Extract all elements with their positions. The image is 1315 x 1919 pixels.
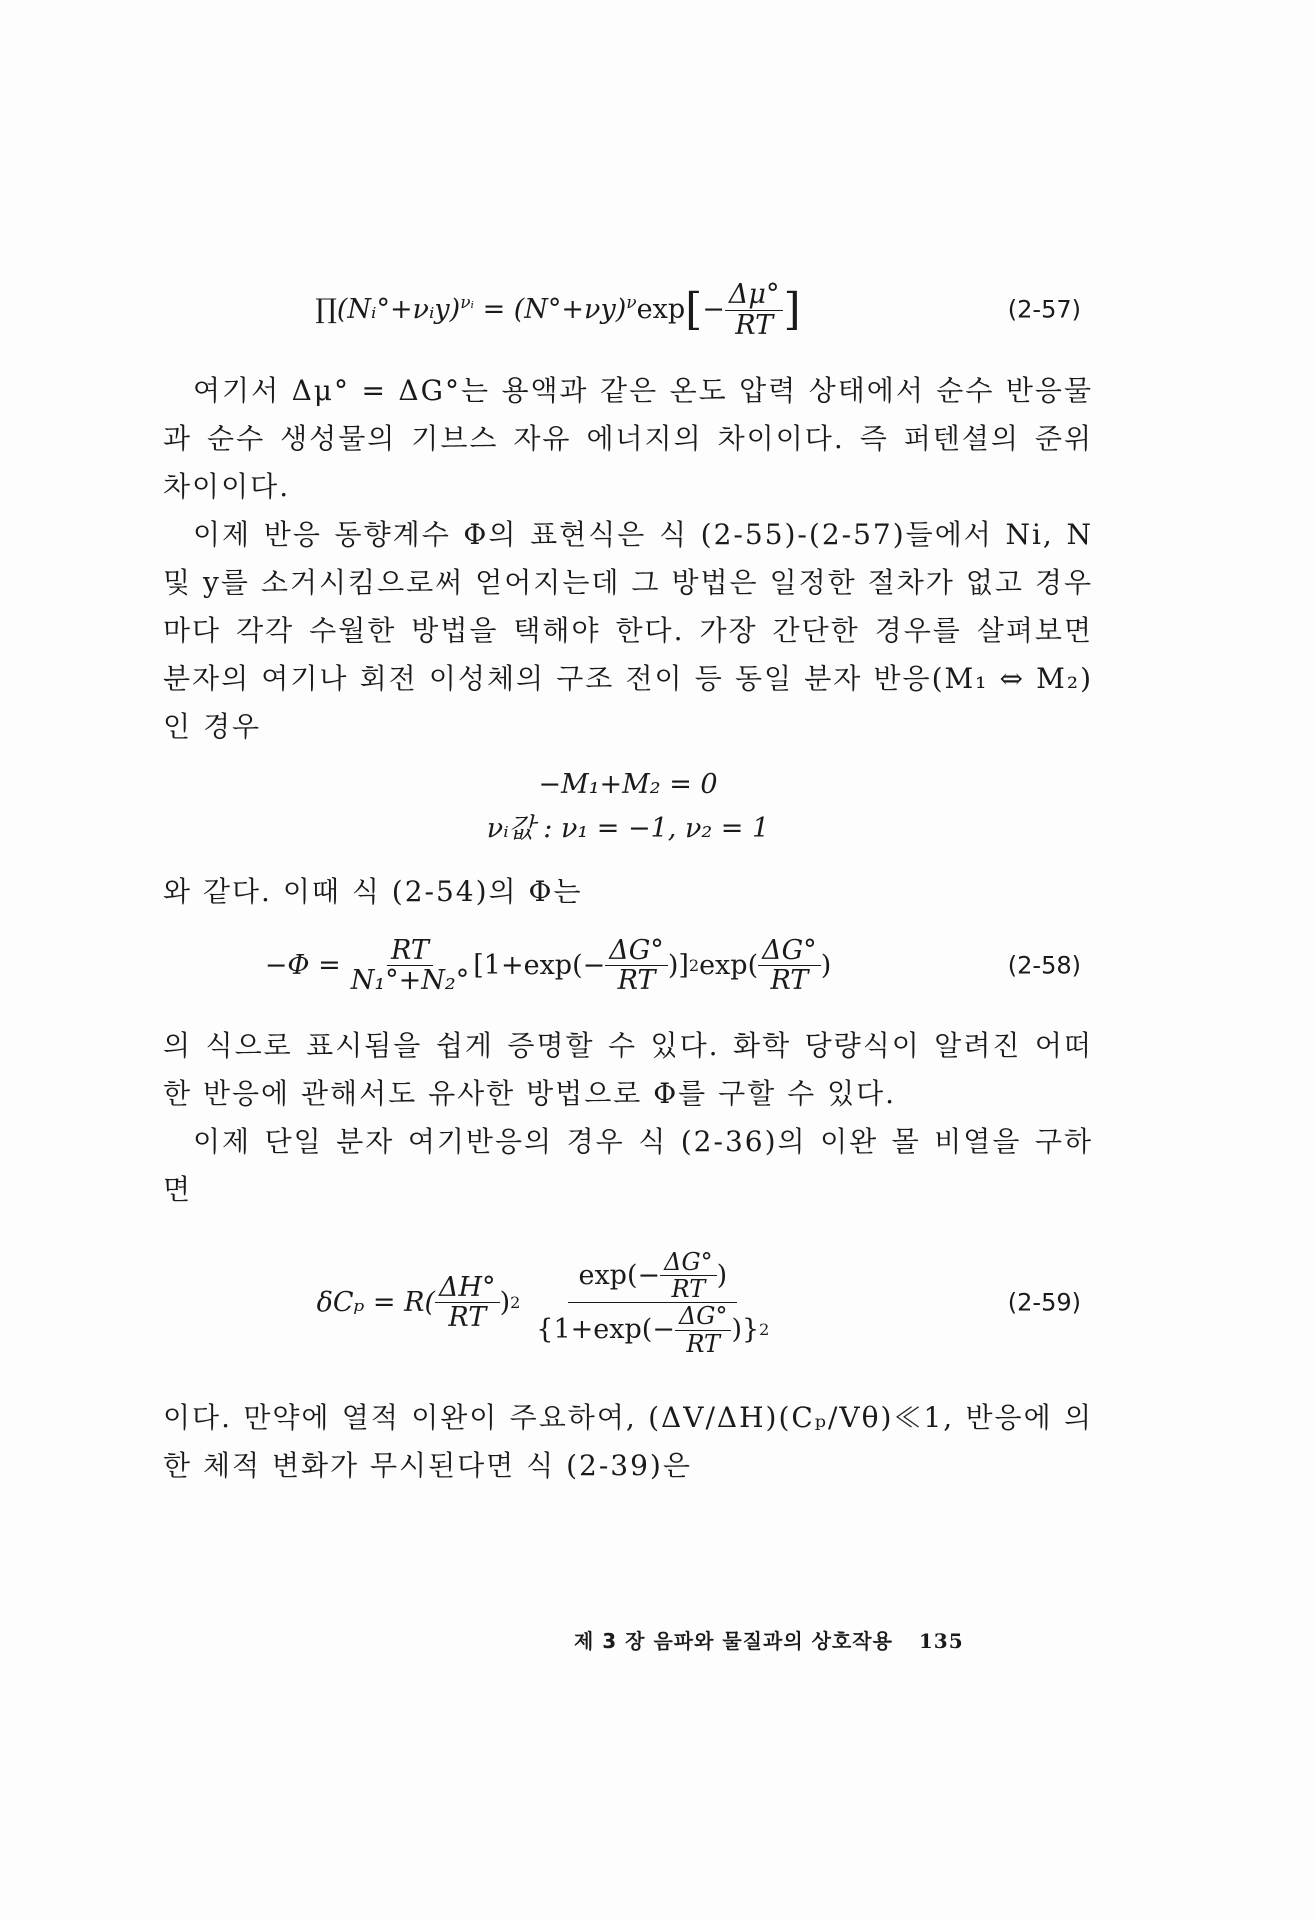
main-denominator (526, 1303, 779, 1357)
main-numerator (568, 1249, 737, 1304)
eq-2-58-fraction-3 (758, 936, 821, 996)
frac-numerator: ΔG° (675, 1303, 732, 1330)
equation-number: (2-59) (1007, 1288, 1081, 1317)
paragraph-6: 이다. 만약에 열적 이완이 주요하여, (ΔV/ΔH)(Cₚ/Vθ)≪1, 반응에 의한 체적 변화가 무시된다면 식 (2-39)은 (163, 1400, 1093, 1482)
equation-number: (2-58) (1007, 951, 1081, 980)
frac-numerator: ΔH° (435, 1273, 500, 1304)
page-footer (574, 1625, 964, 1654)
frac-denominator: RT (735, 309, 774, 341)
frac-denominator: RT (770, 965, 809, 997)
frac-numerator: ΔG° (660, 1249, 717, 1276)
eq-2-58-fraction-1 (347, 936, 474, 996)
frac-denominator: RT (617, 965, 656, 997)
denominator-fraction (675, 1303, 732, 1357)
frac-numerator: Δμ° (725, 280, 784, 311)
eq-nu-text: νᵢ값 : ν₁ = −1, ν₂ = 1 (486, 813, 770, 845)
frac-denominator: RT (671, 1274, 706, 1303)
eq-2-59-main-fraction (526, 1249, 779, 1358)
numerator-close: ) (716, 1259, 728, 1291)
numerator-fraction (660, 1249, 717, 1303)
eq-2-58-bracket-exp: 2 (688, 956, 700, 976)
equation-2-57: ∏(Nᵢ°+νᵢy)$^{\nu ᵢ}$ = $(N^\circ+\nu y)^\nu\exp$ [ − $\frac{\Delta\mu^\circ}{RT}$ ] (2-57) (315, 278, 1081, 341)
paragraph-4: 의 식으로 표시됨을 쉽게 증명할 수 있다. 화학 당량식이 알려진 어떠한 반응에 관해서도 유사한 방법으로 Φ를 구할 수 있다. (163, 1028, 1093, 1110)
eq-2-57-lhs-exp: νᵢ (460, 293, 474, 314)
paragraph-2: 이제 반응 동향계수 Φ의 표현식은 식 (2-55)-(2-57)들에서 Ni, N 및 y를 소거시킴으로써 얻어지는데 그 방법은 일정한 절차가 없고 경우마다 각각 수월한 방법을 택해야 한다. 가장 간단한 경우를 살펴보면 분자의 여기나 회전 이성체의 구조 전이 등 동일 분자 반응(M₁ ⇔ M₂)인 경우 (163, 518, 1093, 743)
eq-m-text: −M₁+M₂ = 0 (538, 769, 718, 800)
bracket-close: ] (783, 283, 801, 335)
frac-numerator: ΔG° (605, 936, 668, 967)
eq-2-58-close: ) (820, 949, 832, 981)
footer-chapter: 제 3 장 음파와 물질과의 상호작용 (574, 1629, 893, 1653)
equation-2-58 (163, 916, 1093, 1016)
frac-denominator: RT (448, 1302, 487, 1334)
frac-numerator: ΔG° (758, 936, 821, 967)
equation-2-59 (163, 1228, 1093, 1378)
eq-2-57-fraction (725, 280, 784, 340)
eq-2-57-mid-exp: ν (626, 293, 637, 314)
paragraph-5: 이제 단일 분자 여기반응의 경우 식 (2-36)의 이완 몰 비열을 구하면 (163, 1124, 1093, 1206)
paragraph-3: 와 같다. 이때 식 (2-54)의 Φ는 (163, 874, 583, 908)
equation-number: (2-57) (1007, 295, 1081, 324)
eq-2-57-lhs: ∏(Nᵢ°+νᵢy) (315, 294, 461, 326)
eq-2-59-f1-exp: 2 (510, 1293, 521, 1313)
eq-2-58-bracket-close: )] (667, 949, 689, 981)
bracket-open: [ (685, 283, 703, 335)
frac-denominator: RT (686, 1329, 721, 1358)
numerator-text: exp(− (578, 1259, 661, 1291)
equation-m (163, 769, 1093, 801)
eq-2-58-lhs: −Φ = (264, 949, 341, 981)
eq-2-58-fraction-2 (605, 936, 668, 996)
frac-denominator: N₁°+N₂° (350, 965, 470, 997)
eq-2-57-exp: exp (636, 294, 686, 326)
denominator-text: {1+exp(− (536, 1314, 675, 1346)
frac-numerator: RT (387, 936, 433, 967)
eq-2-59-lhs: δCₚ = R( (316, 1286, 436, 1318)
eq-2-58-bracket-open: [1+exp(− (473, 949, 606, 981)
eq-2-57-mid: = (N°+νy) (482, 294, 627, 326)
denominator-exp: 2 (759, 1320, 770, 1340)
equation-nu (163, 813, 1093, 845)
page-content (163, 265, 1093, 1490)
eq-2-59-fraction-1 (435, 1273, 500, 1333)
paragraph-1: 여기서 Δμ° = ΔG°는 용액과 같은 온도 압력 상태에서 순수 반응물과 순수 생성물의 기브스 자유 에너지의 차이이다. 즉 퍼텐셜의 준위 차이이다. (163, 374, 1093, 503)
page-number: 135 (918, 1629, 964, 1653)
eq-2-59-f1-close: ) (499, 1286, 511, 1318)
denominator-close: )} (731, 1314, 760, 1346)
eq-2-58-exp: exp( (699, 949, 759, 981)
